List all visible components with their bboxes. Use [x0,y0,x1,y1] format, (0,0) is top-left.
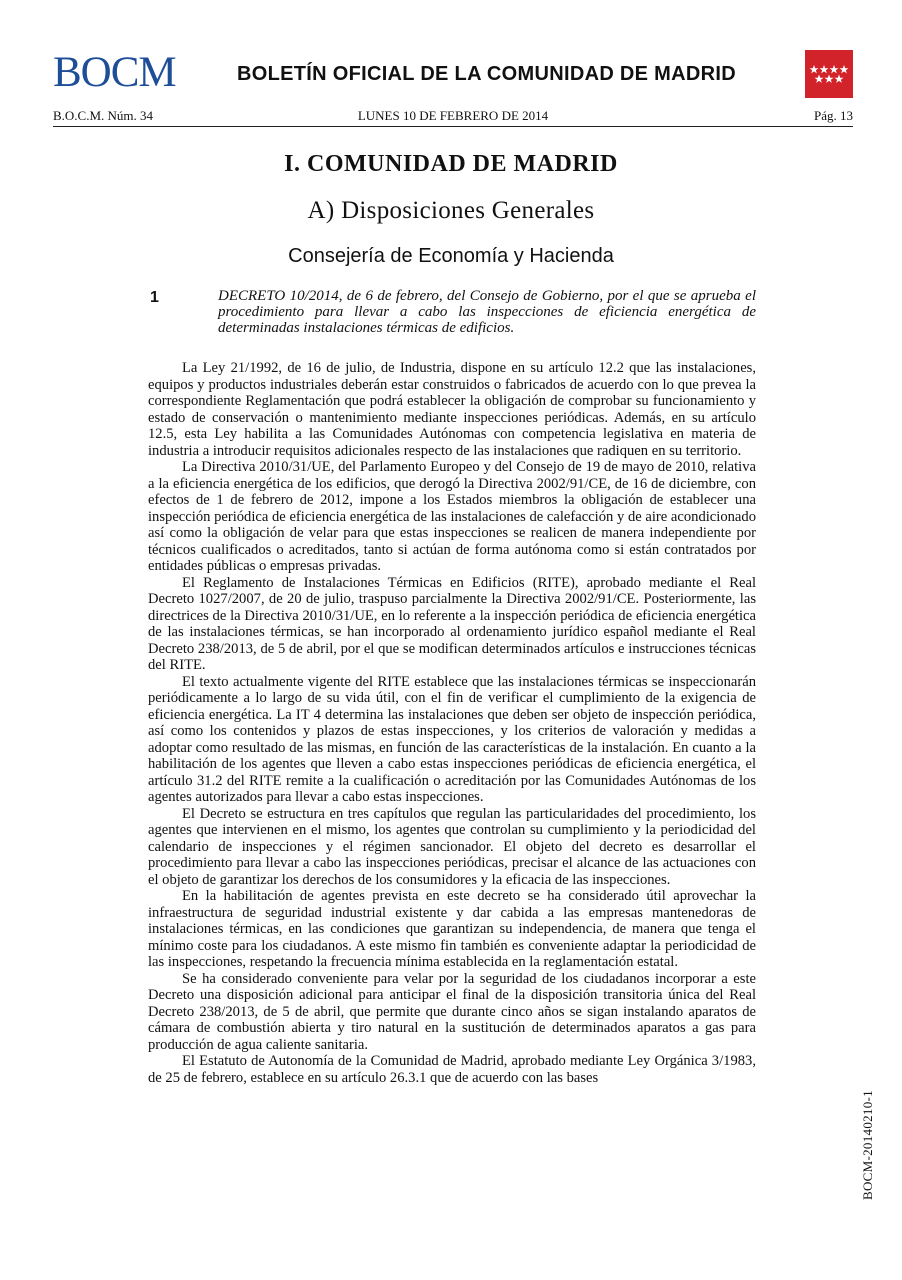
section-subtitle: A) Disposiciones Generales [307,197,595,224]
issue-meta [53,108,853,126]
madrid-flag-icon [805,50,853,98]
paragraph: El Estatuto de Autonomía de la Comunidad de Madrid, aprobado mediante Ley Orgánica 3/1983, de 25 de febrero, establece en su artículo 26.3.1 que de acuerdo con las bases [148,1053,756,1086]
paragraph: En la habilitación de agentes prevista en este decreto se ha considerado útil aprovechar la infraestructura de seguridad industrial existente y dar cabida a las empresas mantenedoras de instalaciones térmicas, en las condiciones que garantizan su independencia, de manera que tenga el mínimo coste para los ciudadanos. A este mismo fin también es conveniente adaptar la periodicidad de las inspecciones, respetando la frecuencia mínima establecida en la reglamentación estatal. [148,888,756,970]
header-rule [53,126,853,127]
department-title: Consejería de Economía y Hacienda [288,245,614,267]
decree-body [148,360,756,1086]
document-id: BOCM-20140210-1 [860,1090,875,1200]
masthead [53,50,853,100]
paragraph: El texto actualmente vigente del RITE establece que las instalaciones térmicas se inspeccionarán periódicamente a lo largo de su vida útil, con el fin de verificar el cumplimiento de la exigencia de eficiencia energética. La IT 4 determina las instalaciones que deben ser objeto de inspección periódica, así como los contenidos y plazos de estas inspecciones, y los criterios de valoración y medidas a adoptar como resultado de las mismas, en función de las características de la instalación. En cuanto a la habilitación de los agentes que lleven a cabo estas inspecciones periódicas de eficiencia energética, el artículo 31.2 del RITE remite a la cualificación o acreditación por las Comunidades Autónomas de los agentes autorizados para llevar a cabo estas inspecciones. [148,673,756,805]
section-title: I. COMUNIDAD DE MADRID [284,151,618,177]
paragraph: La Directiva 2010/31/UE, del Parlamento Europeo y del Consejo de 19 de mayo de 2010, relativa a la eficiencia energética de los edificios, que derogó la Directiva 2002/91/CE, de 16 de diciembre, con efectos de 1 de febrero de 2012, impone a los Estados miembros la obligación de establecer una inspección periódica de eficiencia energética de las instalaciones de calefacción y de aire acondicionado así como la obligación de velar para que estas inspecciones se realicen de manera independiente por técnicos cualificados o acreditados, tanto si actúan de forma autónoma como si están contratados por entidades públicas o empresas privadas. [148,459,756,574]
paragraph: Se ha considerado conveniente para velar por la seguridad de los ciudadanos incorporar a este Decreto una disposición adicional para anticipar el final de la disposición transitoria única del Real Decreto 238/2013, de 5 de abril, que permite que durante cinco años se sigan instalando aparatos de cámara de combustión abierta y tiro natural en la sustitución de determinados aparatos a gas para producción de agua caliente sanitaria. [148,970,756,1053]
decree-summary: DECRETO 10/2014, de 6 de febrero, del Consejo de Gobierno, por el que se aprueba el procedimiento para llevar a cabo las inspecciones de eficiencia energética de determinadas instalaciones térmicas de edificios. [218,288,756,336]
bulletin-title: BOLETÍN OFICIAL DE LA COMUNIDAD DE MADRID [237,63,736,85]
page-number: Pág. 13 [814,108,853,123]
bocm-logo: BOCM [53,49,176,96]
issue-number: B.O.C.M. Núm. 34 [53,108,154,123]
paragraph: El Decreto se estructura en tres capítulos que regulan las particularidades del procedimiento, los agentes que intervienen en el mismo, los agentes que controlan su cumplimiento y la periodicidad del calendario de inspecciones y el régimen sancionador. El objeto del decreto es desarrollar el procedimiento para llevar a cabo las inspecciones periódicas, precisar el alcance de las actuaciones con el objeto de garantizar los derechos de los consumidores y la eficacia de las inspecciones. [148,805,756,888]
decree-number: 1 [150,289,159,306]
issue-date: LUNES 10 DE FEBRERO DE 2014 [357,108,549,123]
paragraph: El Reglamento de Instalaciones Térmicas en Edificios (RITE), aprobado mediante el Real Decreto 1027/2007, de 20 de julio, traspuso parcialmente la Directiva 2002/91/CE. Posteriormente, las directrices de la Directiva 2010/31/UE, en lo referente a la inspección periódica de eficiencia energética de las instalaciones térmicas, se han incorporado al ordenamiento jurídico español mediante el Real Decreto 238/2013, de 5 de abril, por el que se modifican determinados artículos e instrucciones técnicas del RITE. [148,574,756,673]
paragraph: La Ley 21/1992, de 16 de julio, de Industria, dispone en su artículo 12.2 que las instalaciones, equipos y productos industriales deberán estar construidos o fabricados de acuerdo con lo que prevea la correspondiente Reglamentación que podrá establecer la obligación de comprobar su funcionamiento y estado de conservación o mantenimiento mediante inspecciones periódicas. Además, en su artículo 12.5, esta Ley habilita a las Comunidades Autónomas con competencia legislativa en materia de industria a introducir requisitos adicionales respecto de las instalaciones que radiquen en su territorio. [148,360,756,459]
